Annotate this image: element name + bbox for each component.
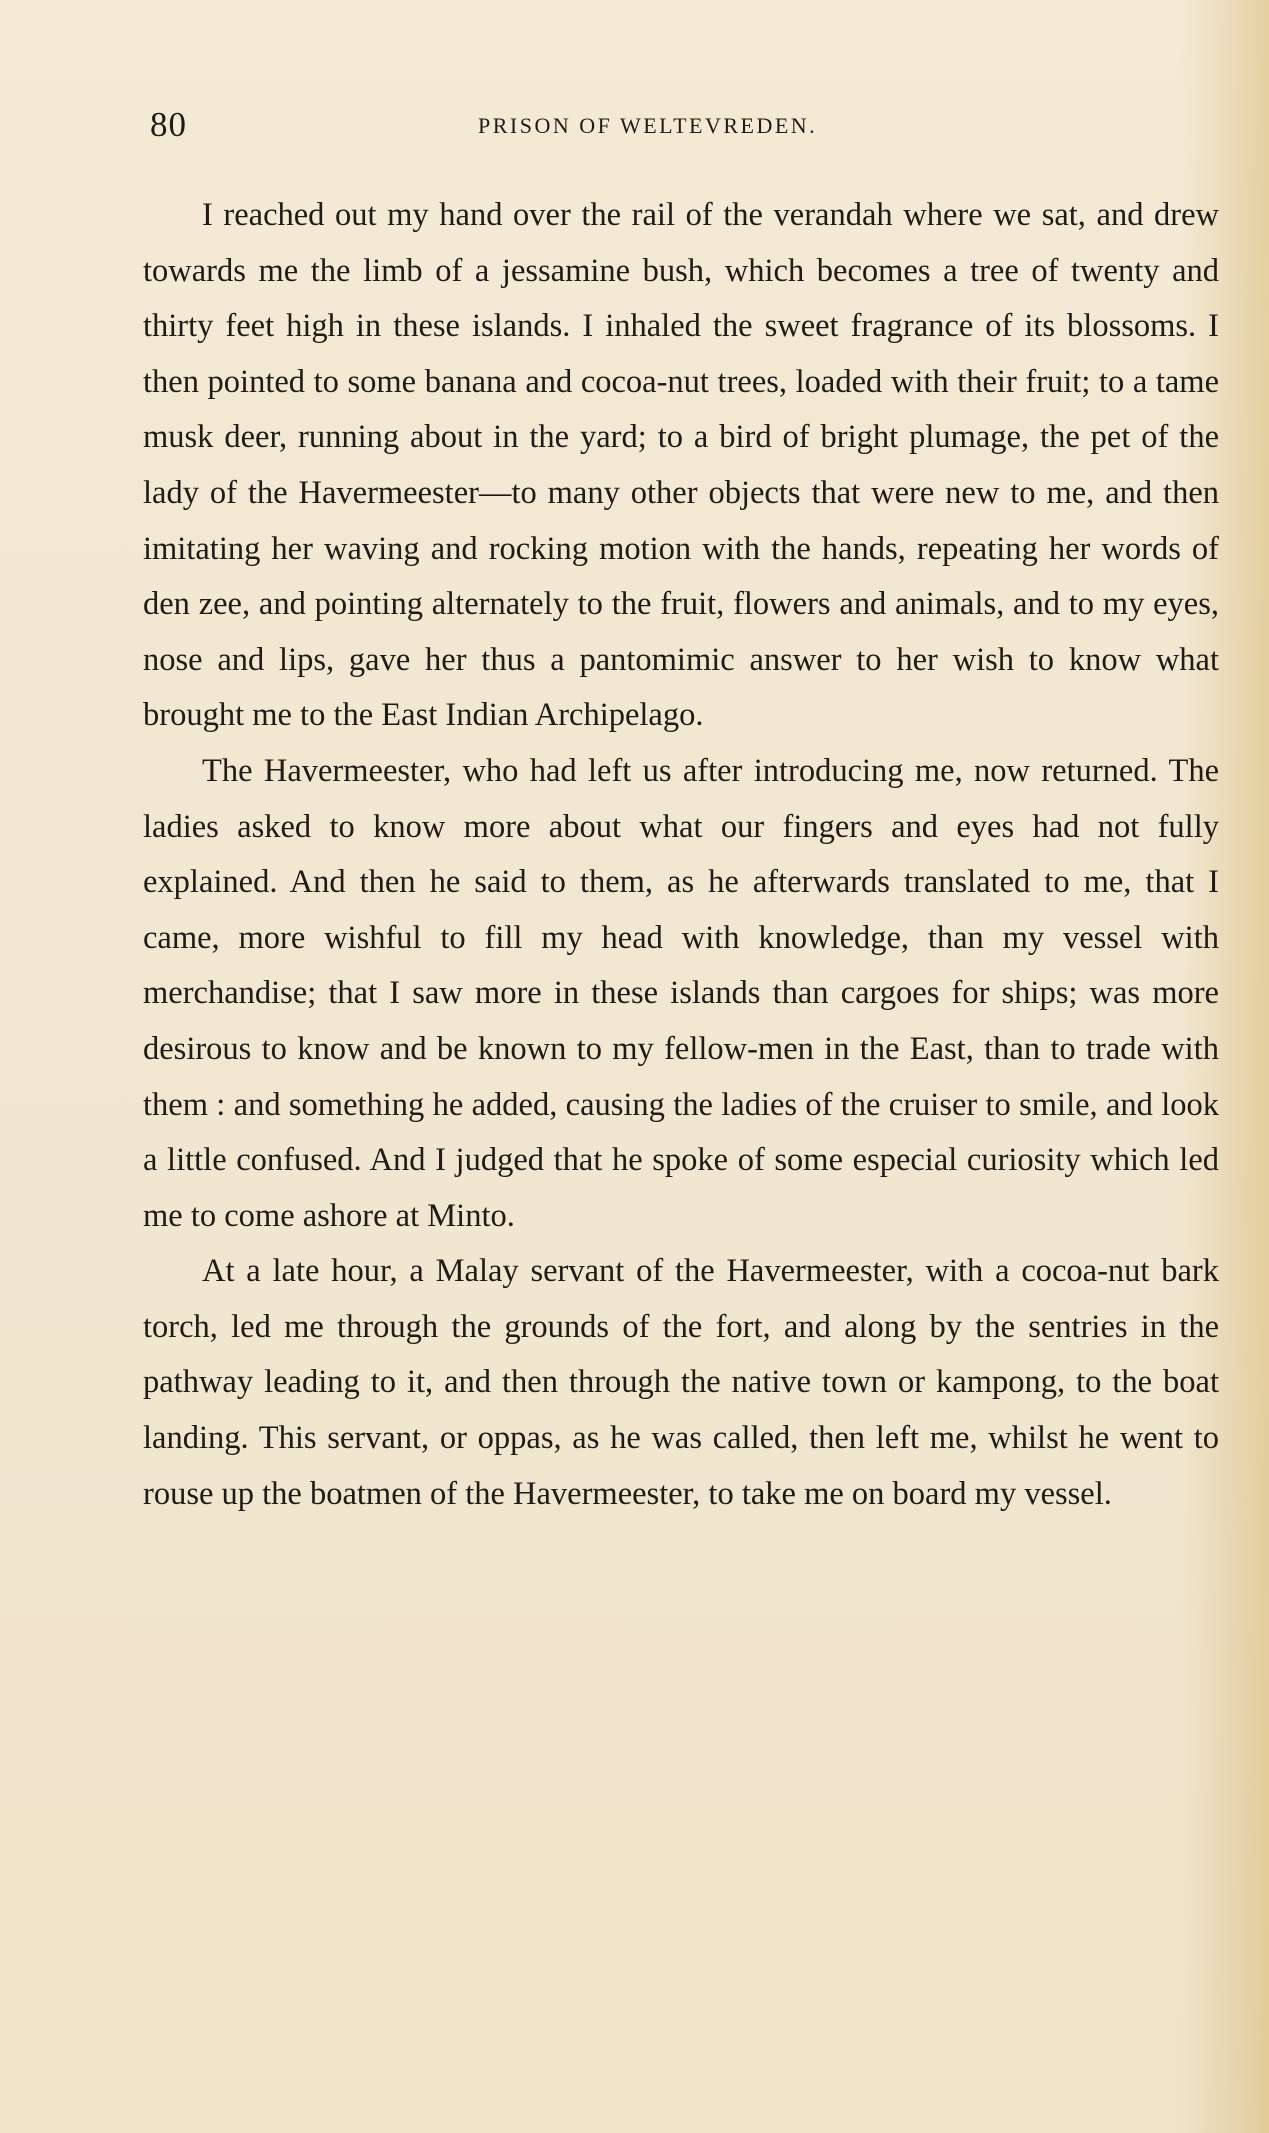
paragraph-3: At a late hour, a Malay servant of the Havermeester, with a cocoa-nut bark torch, led me through the grounds of the fort, and along by the sentries in the pathway leading to it, and then through the native town or kampong, to the boat landing. This servant, or oppas, as he was called, then left me, whilst he went to rouse up the boatmen of the Havermeester, to take me on board my vessel. — [143, 1253, 1219, 1512]
body-text — [143, 188, 1219, 1522]
running-head — [150, 105, 1210, 157]
running-head-title: PRISON OF WELTEVREDEN. — [478, 113, 818, 138]
paragraph-1: I reached out my hand over the rail of the verandah where we sat, and drew towards me the limb of a jessamine bush, which becomes a tree of twenty and thirty feet high in these islands. I inhaled the sweet fragrance of its blossoms. I then pointed to some banana and cocoa-nut trees, loaded with their fruit; to a tame musk deer, running about in the yard; to a bird of bright plumage, the pet of the lady of the Havermeester—to many other objects that were new to me, and then imitating her waving and rocking motion with the hands, repeating her words of den zee, and pointing alternately to the fruit, flowers and animals, and to my eyes, nose and lips, gave her thus a pantomimic answer to her wish to know what brought me to the East Indian Archipelago. — [143, 197, 1219, 734]
page-number: 80 — [150, 105, 187, 144]
paragraph-2: The Havermeester, who had left us after introducing me, now returned. The ladies asked to know more about what our fingers and eyes had not fully explained. And then he said to them, as he afterwards translated to me, that I came, more wishful to fill my head with knowledge, than my vessel with merchandise; that I saw more in these islands than cargoes for ships; was more desirous to know and be known to my fellow-men in the East, than to trade with them : and something he added, causing the ladies of the cruiser to smile, and look a little confused. And I judged that he spoke of some especial curiosity which led me to come ashore at Minto. — [143, 752, 1219, 1234]
